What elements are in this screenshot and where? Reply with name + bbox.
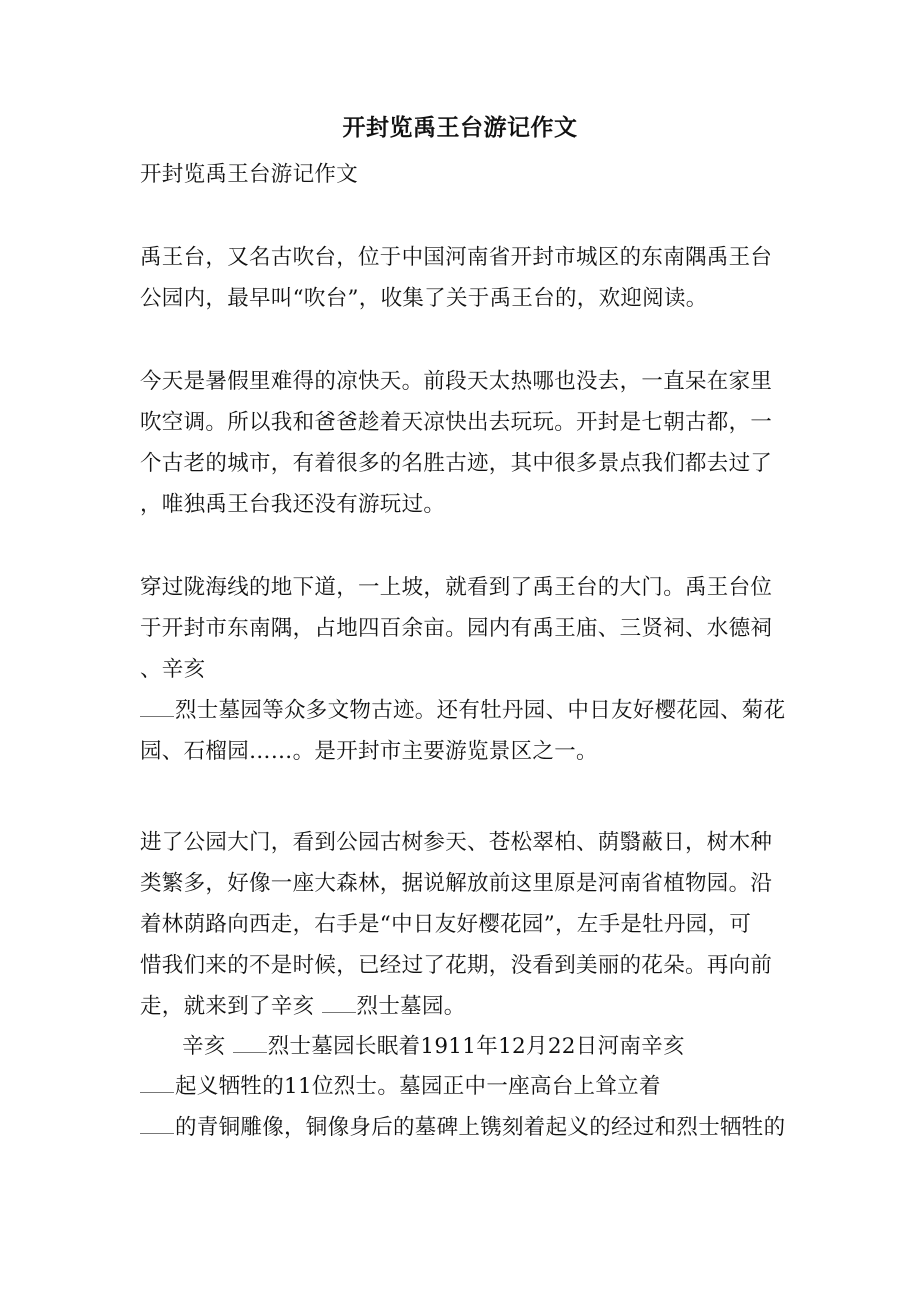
paragraph-4-line-1: 进了公园大门，看到公园古树参天、苍松翠柏、荫翳蔽日，树木种 [140, 830, 773, 855]
paragraph-1-line-1: 禹王台，又名古吹台，位于中国河南省开封市城区的东南隅禹王台 [140, 245, 773, 270]
blank-underline [233, 1034, 267, 1053]
blank-underline [140, 698, 174, 717]
paragraph-4-line-2: 类繁多，好像一座大森林，据说解放前这里原是河南省植物园。沿 [140, 871, 773, 896]
document-title: 开封览禹王台游记作文 [342, 115, 578, 141]
paragraph-3-line-4-text: 烈士墓园等众多文物古迹。还有牡丹园、中日友好樱花园、菊花 [175, 698, 786, 723]
paragraph-3-line-2: 于开封市东南隅，占地四百余亩。园内有禹王庙、三贤祠、水德祠 [140, 616, 773, 641]
blank-underline [322, 994, 356, 1013]
paragraph-3-line-1: 穿过陇海线的地下道，一上坡，就看到了禹王台的大门。禹王台位 [140, 575, 773, 600]
paragraph-3-line-5: 园、石榴园……。是开封市主要游览景区之一。 [140, 739, 598, 764]
paragraph-4-line-4: 惜我们来的不是时候，已经过了花期，没看到美丽的花朵。再向前 [140, 953, 773, 978]
paragraph-5-line-2 [140, 1072, 661, 1102]
paragraph-5-line-2-text: 起义牺牲的11位烈士。墓园正中一座高台上耸立着 [175, 1074, 661, 1099]
paragraph-5-line-1-text-b: 烈士墓园长眠着1911年12月22日河南辛亥 [267, 1034, 685, 1059]
paragraph-4-line-3: 着林荫路向西走，右手是“中日友好樱花园”，左手是牡丹园，可 [140, 912, 752, 937]
paragraph-3-line-3: 、辛亥 [140, 657, 206, 682]
paragraph-2-line-4: ，唯独禹王台我还没有游玩过。 [140, 492, 446, 517]
paragraph-1-line-2: 公园内，最早叫“吹台”，收集了关于禹王台的，欢迎阅读。 [140, 286, 708, 311]
paragraph-5-line-3-text: 的青铜雕像，铜像身后的墓碑上镌刻着起义的经过和烈士牺牲的 [175, 1115, 786, 1140]
paragraph-5-line-3 [140, 1113, 785, 1143]
paragraph-2-line-3: 个古老的城市，有着很多的名胜古迹，其中很多景点我们都去过了 [140, 451, 773, 476]
paragraph-5-line-1 [140, 1032, 685, 1062]
paragraph-4-line-5 [140, 992, 466, 1022]
paragraph-3-line-4 [140, 696, 785, 726]
paragraph-2-line-2: 吹空调。所以我和爸爸趁着天凉快出去玩玩。开封是七朝古都，一 [140, 410, 773, 435]
blank-underline [140, 1074, 174, 1093]
paragraph-4-line-5-text-b: 烈士墓园。 [356, 994, 466, 1019]
paragraph-5-line-1-text-a: 辛亥 [182, 1034, 226, 1059]
paragraph-4-line-5-text-a: 走，就来到了辛亥 [140, 994, 315, 1019]
document-subtitle: 开封览禹王台游记作文 [140, 162, 359, 187]
blank-underline [140, 1115, 174, 1134]
paragraph-2-line-1: 今天是暑假里难得的凉快天。前段天太热哪也没去，一直呆在家里 [140, 369, 773, 394]
